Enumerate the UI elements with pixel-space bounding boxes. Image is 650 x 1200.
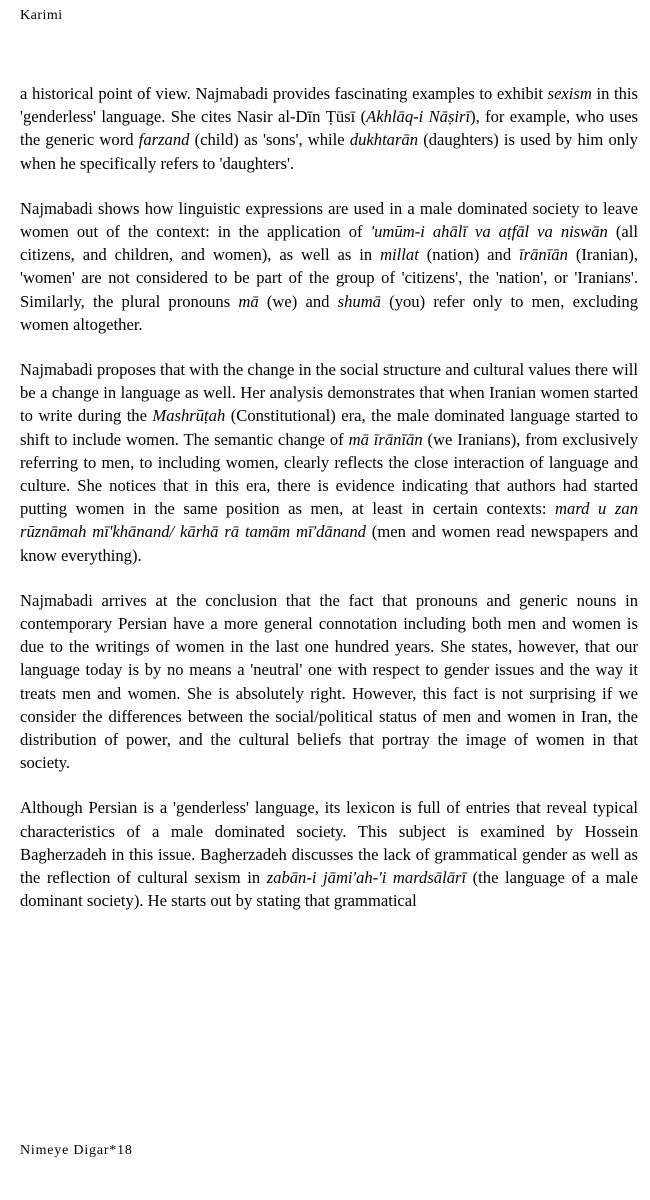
text-run: in this 'genderless' language. She cites Nasir al-Dīn Ṭūsī (	[20, 84, 638, 127]
text-run: (men and women read newspapers and know everything).	[20, 522, 638, 565]
text-run: Although Persian is a 'genderless' language, its lexicon is full of entries that reveal typical characteristics of a male dominated society. This subject is examined by Hossein Bagherzadeh in this issue. Bagherzadeh discusses the lack of grammatical gender as well as the reflection of cultural sexism in	[20, 798, 638, 888]
text-run: (Constitutional) era, the male dominated language started to shift to include women. The semantic change of	[20, 406, 638, 449]
running-head: Karimi	[20, 8, 63, 23]
page-footer: Nimeye Digar*18	[20, 1143, 133, 1158]
body-text	[20, 82, 638, 935]
italic-term: dukhtarān	[349, 130, 419, 150]
paragraph-1	[20, 82, 638, 175]
paragraph-5	[20, 796, 638, 912]
text-run: (all citizens, and children, and women), as well as in	[20, 222, 638, 265]
text-run: a historical point of view. Najmabadi provides fascinating examples to exhibit	[20, 84, 548, 103]
italic-term: īrānīān	[519, 245, 568, 265]
text-run: (daughters) is used by him only when he specifically refers to 'daughters'.	[20, 130, 638, 173]
italic-term: Akhlāq-i Nāṣirī	[366, 107, 471, 127]
text-run: ), for example, who uses the generic word	[20, 107, 638, 150]
paragraph-2	[20, 197, 638, 336]
text-run: (you) refer only to men, excluding women altogether.	[20, 291, 639, 334]
italic-term: sexism	[547, 84, 592, 103]
text-run: Najmabadi shows how linguistic expressions are used in a male dominated society to leave women out of the context: in the application of	[20, 198, 638, 242]
italic-term: zabān-i jāmi'ah-'i mardsālārī	[266, 868, 467, 888]
italic-term: millat	[380, 245, 419, 265]
text-run: (the language of a male dominant society). He starts out by stating that grammatical	[20, 868, 638, 911]
text-run: (we) and	[258, 291, 338, 311]
text-run: Najmabadi proposes that with the change in the social structure and cultural values there will be a change in language as well. Her analysis demonstrates that when Iranian women started to write during the	[20, 360, 638, 426]
text-run: (Iranian), 'women' are not considered to be part of the group of 'citizens', the 'nation', or 'Iranians'. Similarly, the plural pronouns	[20, 245, 638, 311]
italic-term: mard u zan rūznāmah mī'khānand/ kārhā rā tamām mī'dānand	[20, 499, 638, 542]
italic-term: 'umūm-i ahālī va aṭfāl va niswān	[370, 222, 608, 242]
italic-term: shumā	[337, 291, 381, 311]
italic-term: mā īrānīān	[348, 429, 423, 449]
paragraph-3	[20, 358, 638, 567]
italic-term: farzand	[138, 130, 190, 150]
italic-term: Mashrūṭah	[152, 406, 226, 426]
text-run: (nation) and	[418, 245, 520, 265]
paragraph-4	[20, 589, 638, 775]
text-run: (child) as 'sons', while	[189, 130, 350, 150]
italic-term: mā	[238, 291, 259, 311]
text-run: (we Iranians), from exclusively referring to men, to including women, clearly reflects the close interaction of language and culture. She notices that in this era, there is evidence indicating that authors had started putting women in the same position as men, at least in certain contexts:	[20, 429, 638, 519]
text-run: Najmabadi arrives at the conclusion that the fact that pronouns and generic nouns in contemporary Persian have a more general connotation including both men and women is due to the writings of women in the last one hundred years. She states, however, that our language today is by no means a 'neutral' one with respect to gender issues and the way it treats men and women. She is absolutely right. However, this fact is not surprising if we consider the differences between the social/political status of men and women in Iran, the distribution of power, and the cultural beliefs that portray the image of women in that society.	[20, 590, 638, 773]
